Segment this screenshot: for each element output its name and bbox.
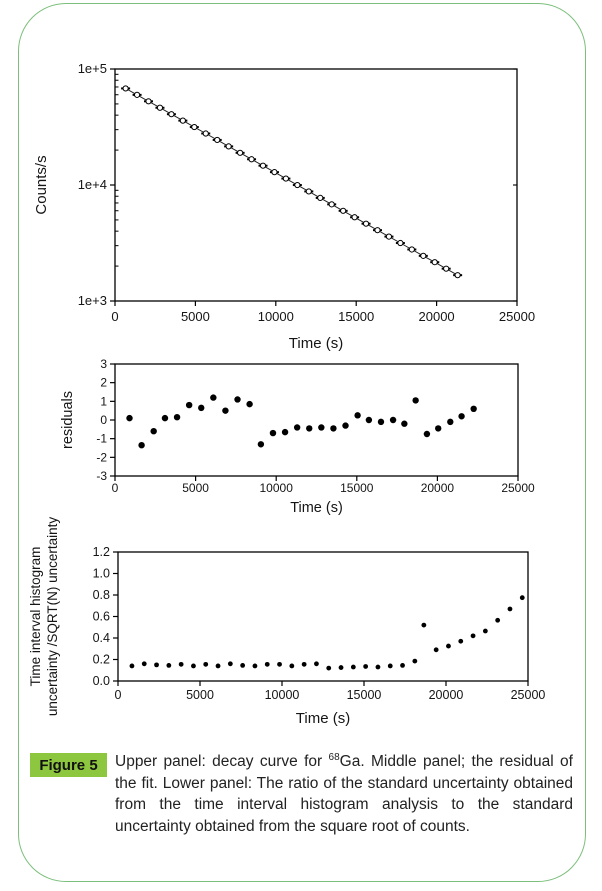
residuals-y-tick-label: 2 <box>100 375 107 390</box>
caption-text-before: Upper panel: decay curve for <box>115 753 329 770</box>
uncertainty-ratio-y-axis-label-line2: uncertainty /SQRT(N) uncertainty <box>45 516 60 717</box>
uncertainty-ratio-y-tick-label: 0.8 <box>92 588 110 602</box>
uncertainty-ratio-y-tick-label: 0.6 <box>92 609 110 624</box>
residuals-x-tick-label: 15000 <box>340 481 374 495</box>
uncertainty-ratio-x-tick-label: 0 <box>114 688 122 702</box>
figure-caption <box>115 751 573 837</box>
residuals-x-tick-label: 5000 <box>182 481 209 495</box>
residuals-y-tick-label: -2 <box>96 450 107 465</box>
decay-curve-x-axis-label: Time (s) <box>288 335 344 352</box>
uncertainty-ratio-x-tick-label: 10000 <box>264 688 300 702</box>
residuals-x-tick-label: 25000 <box>501 481 535 495</box>
uncertainty-ratio-y-axis-label-line1: Time interval histogram <box>28 546 43 687</box>
decay-curve-x-tick-label: 5000 <box>180 309 210 324</box>
uncertainty-ratio-x-tick-label: 5000 <box>186 688 214 702</box>
residuals-x-tick-label: 20000 <box>420 481 455 495</box>
decay-curve-y-axis-label: Counts/s <box>33 155 50 215</box>
decay-curve-x-tick-label: 0 <box>111 309 119 324</box>
uncertainty-ratio-x-tick-label: 15000 <box>346 688 382 702</box>
residuals-y-tick-label: -3 <box>96 469 107 483</box>
figure-label: Figure 5 <box>30 753 107 777</box>
residuals-x-tick-label: 10000 <box>259 481 293 495</box>
uncertainty-ratio-y-tick-label: 0.4 <box>92 631 110 645</box>
uncertainty-ratio-x-axis-label: Time (s) <box>295 710 351 727</box>
uncertainty-ratio-y-tick-label: 0.2 <box>92 652 110 667</box>
residuals-y-tick-label: -1 <box>96 431 107 446</box>
decay-curve-y-tick-label: 1e+3 <box>77 293 107 308</box>
residuals-y-axis-label: residuals <box>60 390 76 450</box>
decay-curve-x-tick-label: 25000 <box>498 309 536 324</box>
uncertainty-ratio-y-tick-label: 0.0 <box>92 674 110 688</box>
decay-curve-x-tick-label: 20000 <box>418 309 455 324</box>
decay-curve-x-tick-label: 10000 <box>257 309 294 324</box>
caption-superscript: 68 <box>328 751 340 763</box>
residuals-x-axis-label: Time (s) <box>290 500 343 516</box>
residuals-y-tick-label: 0 <box>100 413 107 427</box>
residuals-y-tick-label: 3 <box>100 357 107 371</box>
uncertainty-ratio-y-tick-label: 1.0 <box>92 566 110 581</box>
decay-curve-x-tick-label: 15000 <box>338 309 375 324</box>
residuals-y-tick-label: 1 <box>100 394 107 409</box>
uncertainty-ratio-x-tick-label: 20000 <box>428 688 464 702</box>
uncertainty-ratio-x-tick-label: 25000 <box>510 688 546 702</box>
decay-curve-y-tick-label: 1e+5 <box>77 61 107 76</box>
residuals-x-tick-label: 0 <box>111 481 119 495</box>
caption-text-after: Ga. Middle panel; the residual of the fit. Lower panel: The ratio of the standard uncertainty obtained from the time interval histogram analysis to the standard uncertainty obtained from the square root of counts. <box>115 753 573 835</box>
uncertainty-ratio-y-tick-label: 1.2 <box>92 545 110 559</box>
decay-curve-y-tick-label: 1e+4 <box>77 177 107 192</box>
